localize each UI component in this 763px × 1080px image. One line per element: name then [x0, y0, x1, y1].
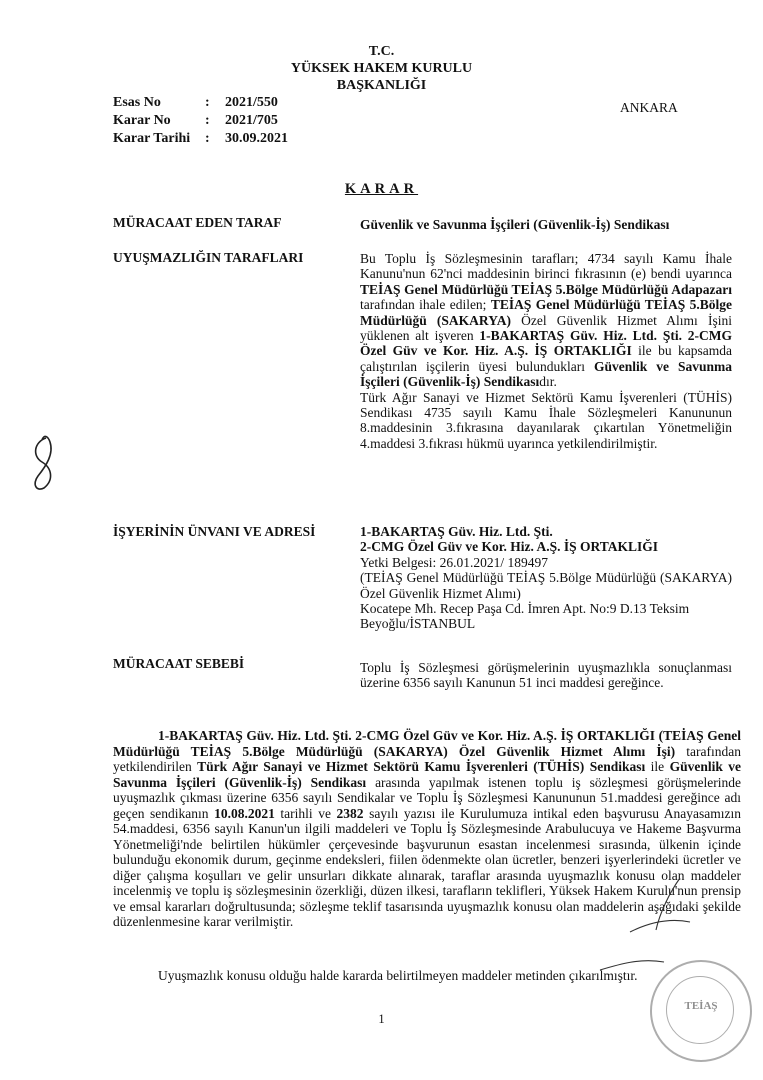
- text-run: Bu Toplu İş Sözleşmesinin tarafları; 4734 sayılı Kamu İhale Kanunu'nun 62'nci maddesinin birinci fıkrasının (e) bendi uyarınca: [360, 251, 732, 282]
- text-run: ile: [645, 759, 670, 774]
- text-run: tarihli ve: [274, 805, 337, 821]
- taraflar-paragraph-1: [360, 251, 732, 390]
- text-run: ile bu kapsamda çalıştırılan işçilerin üyesi bulundukları: [360, 343, 732, 374]
- header-tc: T.C.: [368, 44, 395, 59]
- text-run: İşini yüklenen alt işveren: [360, 312, 732, 344]
- text-run-bold: 1-BAKARTAŞ Güv. Hiz. Ltd. Şti. 2-CMG Özel Güv ve Kor. Hiz. A.Ş. İŞ ORTAKLIĞI: [360, 328, 732, 359]
- header-kurul: YÜKSEK HAKEM KURULU: [290, 61, 473, 76]
- meta-colon: :: [205, 95, 210, 110]
- meta-karar-no: [113, 113, 278, 129]
- text-run-bold: Türk Ağır Sanayi ve Hizmet Sektörü Kamu İşverenleri (TÜHİS) Sendikası: [197, 759, 646, 774]
- meta-label: Esas No: [113, 95, 161, 110]
- meta-colon: :: [205, 113, 210, 128]
- meta-value: 2021/705: [225, 113, 278, 128]
- label-sebep: MÜRACAAT SEBEBİ: [113, 656, 245, 671]
- text-run: sayılı yazısı ile Kurulumuza intikal eden başvurusu Anayasamızın 54.maddesi, 6356 sayılı Kanun'un ilgili maddeleri ve Toplu İş Sözleşmesinde Arabulucuya ve Hakeme Başvurma Yönetmeliği'nde belirtilen hükümler çerçevesinde başvurunun esastan incelenmesi sırasında, ülkenin içinde bulunduğu ekonomik durum, geçinme endeksleri, fiilen ödenmekte olan ücretler, benzeri işyerlerindeki ücretler ve diğer çalışma koşulları ve gelir unsurları dikkate alınarak, taraflar arasında uyuşmazlık konusu olan maddeler incelenmiş ve toplu iş sözleşmesinin özerkliği, düzen ilkesi, tarafların teklifleri, Yüksek Hakem Kurulu'nun prensip ve emsal kararları doğrultusunda; sözleşme teklif tasarısında uyuşmazlık konusu olan maddelerin aşağıdaki şekilde düzenlenmesine karar verilmiştir.: [113, 805, 741, 929]
- text-run-bold: Güvenlik ve Savunma İşçileri (Güvenlik-İş) Sendikası: [360, 358, 733, 390]
- value-muracaat-eden: Güvenlik ve Savunma İşçileri (Güvenlik-İş) Sendikası: [360, 217, 670, 232]
- text-run: arasında yapılmak istenen toplu iş sözleşmesi görüşmelerinde uyuşmazlık çıkması üzerine 6356 sayılı Sendikalar ve Toplu İş Sözleşmesi Kanununun 51.maddesi gereğince adı geçen sendikanın: [113, 774, 742, 821]
- meta-value: 2021/550: [225, 95, 278, 110]
- text-run-bold: TEİAŞ Genel Müdürlüğü TEİAŞ 5.Bölge Müdürlüğü Adapazarı: [360, 281, 732, 297]
- handwritten-signature-mark: [28, 432, 62, 494]
- label-taraflar: UYUŞMAZLIĞIN TARAFLARI: [113, 250, 304, 265]
- value-isyeri: [360, 524, 732, 632]
- meta-label: Karar No: [113, 113, 171, 128]
- isyeri-yetki-belgesi: Yetki Belgesi: 26.01.2021/ 189497: [360, 554, 549, 570]
- value-sebep: Toplu İş Sözleşmesi görüşmelerinin uyuşmazlıkla sonuçlanması üzerine 6356 sayılı Kanunun 51 inci maddesi gereğince.: [360, 660, 732, 691]
- label-muracaat-eden: MÜRACAAT EDEN TARAF: [113, 215, 282, 230]
- text-run: tarafından ihale edilen;: [360, 297, 491, 313]
- page-title: KARAR: [344, 181, 419, 197]
- isyeri-line-1: 1-BAKARTAŞ Güv. Hiz. Ltd. Şti.: [360, 524, 553, 539]
- page-number: 1: [378, 1012, 385, 1026]
- text-run-bold: TEİAŞ Genel Müdürlüğü TEİAŞ 5.Bölge Müdürlüğü (SAKARYA): [360, 297, 732, 328]
- meta-colon: :: [205, 131, 210, 146]
- meta-label: Karar Tarihi: [113, 131, 191, 146]
- text-run-bold: Güvenlik ve Savunma İşçileri (Güvenlik-İş) Sendikası: [113, 759, 742, 790]
- meta-value: 30.09.2021: [225, 131, 288, 146]
- text-run-bold: 10.08.2021: [214, 805, 275, 821]
- header-baskanlik: BAŞKANLIĞI: [336, 78, 427, 93]
- meta-karar-tarihi: [113, 131, 288, 147]
- isyeri-line-4: (TEİAŞ Genel Müdürlüğü TEİAŞ 5.Bölge Müdürlüğü (SAKARYA) Özel Güvenlik Hizmet Alımı): [360, 570, 732, 601]
- body-paragraph-2: Uyuşmazlık konusu olduğu halde kararda belirtilmeyen maddeler metinden çıkarılmıştır.: [158, 968, 638, 983]
- text-run: Özel Güvenlik Hizmet Alımı: [510, 312, 698, 328]
- value-taraflar: [360, 251, 732, 451]
- meta-esas-no: [113, 95, 278, 111]
- stamp-text: TEİAŞ: [684, 1000, 718, 1012]
- taraflar-paragraph-2: Türk Ağır Sanayi ve Hizmet Sektörü Kamu İşverenleri (TÜHİS) Sendikası 4735 sayılı Kamu İhale Sözleşmeleri Kanununun 8.maddesinin 3.fıkrasına dayanılarak çıkartılan Yönetmeliğin 4.maddesi 3.fıkrası hükmü uyarınca yetkilendirilmiştir.: [360, 389, 732, 451]
- isyeri-line-2: 2-CMG Özel Güv ve Kor. Hiz. A.Ş. İŞ ORTAKLIĞI: [360, 539, 659, 555]
- label-isyeri: İŞYERİNİN ÜNVANI VE ADRESİ: [113, 524, 316, 539]
- header-city: ANKARA: [620, 100, 678, 115]
- text-run-bold: 2382: [336, 805, 364, 821]
- text-run: tarafından yetkilendirilen: [113, 743, 742, 774]
- signature-scribble: [560, 872, 720, 982]
- text-run: dır.: [539, 374, 557, 390]
- isyeri-address: Kocatepe Mh. Recep Paşa Cd. İmren Apt. No:9 D.13 Teksim Beyoğlu/İSTANBUL: [360, 601, 690, 632]
- text-run-bold: 1-BAKARTAŞ Güv. Hiz. Ltd. Şti. 2-CMG Özel Güv ve Kor. Hiz. A.Ş. İŞ ORTAKLIĞI (TEİAŞ Genel Müdürlüğü TEİAŞ 5.Bölge Müdürlüğü (SAKARYA) Özel Güvenlik Hizmet Alımı İşi): [113, 728, 741, 759]
